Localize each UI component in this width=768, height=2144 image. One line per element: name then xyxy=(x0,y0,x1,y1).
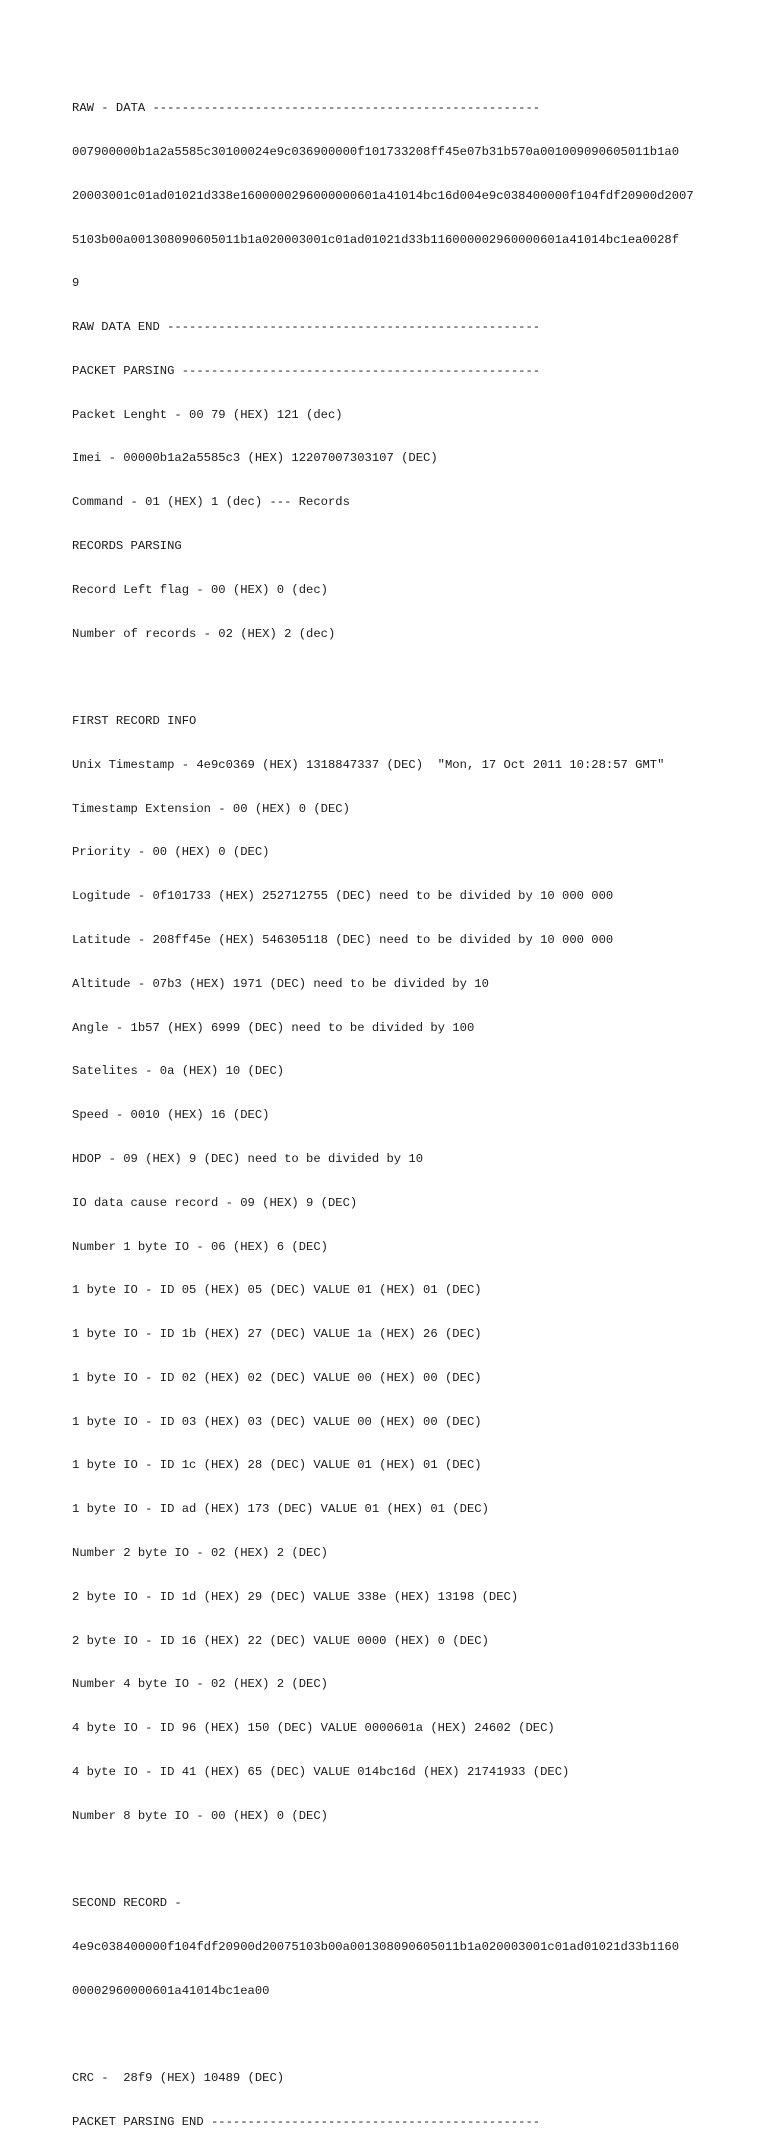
priority-line: Priority - 00 (HEX) 0 (DEC) xyxy=(72,845,270,860)
satellites-line: Satelites - 0a (HEX) 10 (DEC) xyxy=(72,1064,285,1079)
io-1byte-line: 1 byte IO - ID ad (HEX) 173 (DEC) VALUE 01 (HEX) 01 (DEC) xyxy=(72,1502,489,1517)
raw-data-line: 007900000b1a2a5585c30100024e9c036900000f101733208ff45e07b31b570a001009090605011b1a0 xyxy=(72,144,680,159)
raw-data-line: 20003001c01ad01021d338e1600000296000000601a41014bc16d004e9c038400000f104fdf20900d2007 xyxy=(72,188,694,203)
io-1byte-line: 1 byte IO - ID 05 (HEX) 05 (DEC) VALUE 01 (HEX) 01 (DEC) xyxy=(72,1283,482,1298)
io-1byte-line: 1 byte IO - ID 03 (HEX) 03 (DEC) VALUE 00 (HEX) 00 (DEC) xyxy=(72,1414,482,1429)
io-8byte-count-line: Number 8 byte IO - 00 (HEX) 0 (DEC) xyxy=(72,1808,328,1823)
first-record-header: FIRST RECORD INFO xyxy=(72,714,197,729)
blank-line xyxy=(72,670,694,685)
packet-parsing-header: PACKET PARSING ------------------------------------------------- xyxy=(72,363,541,378)
records-parsing-header: RECORDS PARSING xyxy=(72,539,182,553)
second-record-data: 4e9c038400000f104fdf20900d20075103b00a001308090605011b1a020003001c01ad01021d33b1160 xyxy=(72,1940,680,1954)
io-1byte-line: 1 byte IO - ID 1c (HEX) 28 (DEC) VALUE 01 (HEX) 01 (DEC) xyxy=(72,1458,482,1473)
io-1byte-count-line: Number 1 byte IO - 06 (HEX) 6 (DEC) xyxy=(72,1239,328,1254)
timestamp-extension-line: Timestamp Extension - 00 (HEX) 0 (DEC) xyxy=(72,801,350,816)
speed-line: Speed - 0010 (HEX) 16 (DEC) xyxy=(72,1108,270,1123)
io-cause-line: IO data cause record - 09 (HEX) 9 (DEC) xyxy=(72,1195,358,1210)
io-1byte-line: 1 byte IO - ID 1b (HEX) 27 (DEC) VALUE 1a (HEX) 26 (DEC) xyxy=(72,1327,482,1342)
io-4byte-line: 4 byte IO - ID 96 (HEX) 150 (DEC) VALUE 0000601a (HEX) 24602 (DEC) xyxy=(72,1721,555,1736)
io-4byte-line: 4 byte IO - ID 41 (HEX) 65 (DEC) VALUE 014bc16d (HEX) 21741933 (DEC) xyxy=(72,1764,570,1779)
raw-data-end: RAW DATA END --------------------------------------------------- xyxy=(72,320,541,335)
packet-length-line: Packet Lenght - 00 79 (HEX) 121 (dec) xyxy=(72,407,343,422)
crc-line: CRC - 28f9 (HEX) 10489 (DEC) xyxy=(72,2071,285,2086)
blank-line xyxy=(72,1852,694,1867)
record-left-flag-line: Record Left flag - 00 (HEX) 0 (dec) xyxy=(72,582,328,597)
raw-data-header: RAW - DATA ----------------------------------------------------- xyxy=(72,101,541,116)
second-record-header: SECOND RECORD - xyxy=(72,1896,182,1911)
io-2byte-line: 2 byte IO - ID 16 (HEX) 22 (DEC) VALUE 0000 (HEX) 0 (DEC) xyxy=(72,1633,489,1648)
angle-line: Angle - 1b57 (HEX) 6999 (DEC) need to be divided by 100 xyxy=(72,1020,475,1035)
io-2byte-line: 2 byte IO - ID 1d (HEX) 29 (DEC) VALUE 338e (HEX) 13198 (DEC) xyxy=(72,1589,519,1604)
imei-line: Imei - 00000b1a2a5585c3 (HEX) 12207007303107 (DEC) xyxy=(72,451,438,466)
io-1byte-line: 1 byte IO - ID 02 (HEX) 02 (DEC) VALUE 00 (HEX) 00 (DEC) xyxy=(72,1370,482,1385)
io-2byte-count-line: Number 2 byte IO - 02 (HEX) 2 (DEC) xyxy=(72,1545,328,1560)
document-text xyxy=(72,72,694,2144)
hdop-line: HDOP - 09 (HEX) 9 (DEC) need to be divided by 10 xyxy=(72,1151,424,1166)
command-line: Command - 01 (HEX) 1 (dec) --- Records xyxy=(72,495,350,510)
unix-timestamp-line: Unix Timestamp - 4e9c0369 (HEX) 1318847337 (DEC) "Mon, 17 Oct 2011 10:28:57 GMT" xyxy=(72,757,665,772)
io-4byte-count-line: Number 4 byte IO - 02 (HEX) 2 (DEC) xyxy=(72,1677,328,1692)
packet-parsing-end: PACKET PARSING END --------------------------------------------- xyxy=(72,2115,541,2130)
raw-data-line: 9 xyxy=(72,276,80,291)
second-record-data: 00002960000601a41014bc1ea00 xyxy=(72,1983,270,1998)
altitude-line: Altitude - 07b3 (HEX) 1971 (DEC) need to be divided by 10 xyxy=(72,976,489,991)
blank-line xyxy=(72,2028,694,2043)
latitude-line: Latitude - 208ff45e (HEX) 546305118 (DEC) need to be divided by 10 000 000 xyxy=(72,933,614,948)
raw-data-line: 5103b00a001308090605011b1a020003001c01ad01021d33b116000002960000601a41014bc1ea0028f xyxy=(72,232,680,247)
longitude-line: Logitude - 0f101733 (HEX) 252712755 (DEC) need to be divided by 10 000 000 xyxy=(72,889,614,904)
number-of-records-line: Number of records - 02 (HEX) 2 (dec) xyxy=(72,626,336,641)
